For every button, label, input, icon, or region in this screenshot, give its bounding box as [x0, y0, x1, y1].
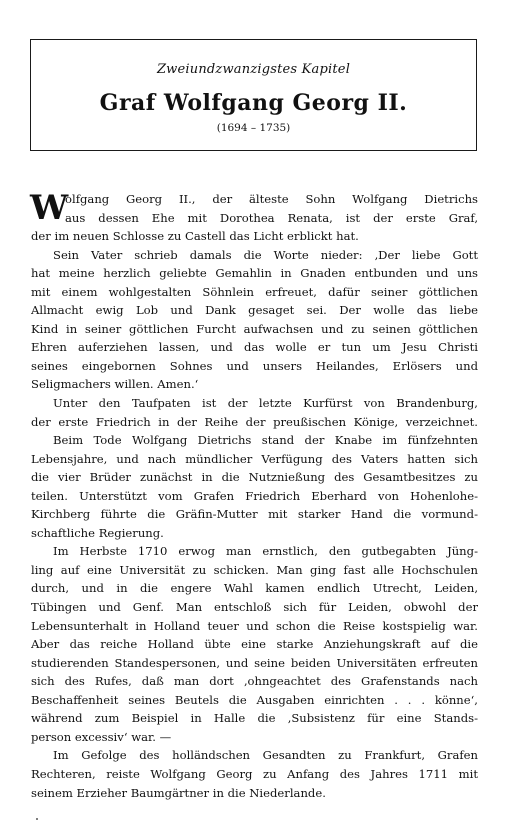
text-line: Rechteren, reiste Wolfgang Georg zu Anfang des Jahres 1711 mit	[31, 766, 478, 781]
life-years: (1694 – 1735)	[216, 122, 291, 134]
text-line: Sein Vater schrieb damals die Worte nieder: ‚Der liebe Gott	[53, 247, 478, 262]
text-line: person excessiv‘ war. —	[31, 729, 172, 744]
text-line: Lebensunterhalt in Holland teuer und schon die Reise kostspielig war.	[31, 618, 478, 633]
text-line: Aber das reiche Holland übte eine starke Anziehungskraft auf die	[31, 637, 478, 652]
text-line: Lebensjahre, und nach mündlicher Verfügung des Vaters hatten sich	[31, 451, 478, 466]
text-line: seines eingebornen Sohnes und unsers Heilandes, Erlösers und	[31, 358, 478, 373]
text-line: Tübingen und Genf. Man entschloß sich für Leiden, obwohl der	[31, 600, 478, 615]
text-line: während zum Beispiel in Halle die ‚Subsistenz für eine Stands-	[31, 711, 478, 726]
text-line: der erste Friedrich in der Reihe der preußischen Könige, verzeichnet.	[31, 414, 478, 429]
text-line: Beim Tode Wolfgang Dietrichs stand der Knabe im fünfzehnten	[53, 433, 478, 448]
text-line: teilen. Unterstützt vom Grafen Friedrich Eberhard von Hohenlohe-	[31, 488, 478, 503]
text-line: seinem Erzieher Baumgärtner in die Niederlande.	[31, 785, 326, 800]
text-line: Unter den Taufpaten ist der letzte Kurfürst von Brandenburg,	[53, 396, 478, 411]
text-line: Im Herbste 1710 erwog man ernstlich, den gutbegabten Jüng-	[53, 544, 478, 559]
text-line: sich des Rufes, daß man dort ‚ohngeachtet des Grafenstands nach	[31, 674, 478, 689]
text-line: Allmacht ewig Lob und Dank gesaget sei. Der wolle das liebe	[31, 303, 478, 318]
text-line: Seligmachers willen. Amen.‘	[31, 377, 199, 392]
text-line: ling auf eine Universität zu schicken. Man ging fast alle Hochschulen	[31, 562, 478, 577]
body-text	[31, 190, 478, 802]
text-line: Kind in seiner göttlichen Furcht aufwachsen und zu seinen göttlichen	[31, 321, 478, 336]
chapter-title-box	[30, 39, 477, 151]
text-line: Im Gefolge des holländschen Gesandten zu Frankfurt, Grafen	[53, 748, 478, 763]
text-line: studierenden Standespersonen, und seine beiden Universitäten erfreuten	[31, 655, 478, 670]
text-line: aus dessen Ehe mit Dorothea Renata, ist der erste Graf,	[65, 210, 478, 225]
text-line: Ehren auferziehen lassen, und das wolle er tun um Jesu Christi	[31, 340, 478, 355]
text-line: der im neuen Schlosse zu Castell das Licht erblickt hat.	[31, 229, 359, 244]
text-line: schaftliche Regierung.	[31, 525, 164, 540]
text-line: Kirchberg führte die Gräfin-Mutter mit starker Hand die vormund-	[31, 507, 478, 522]
text-line: durch, und in die engere Wahl kamen endlich Utrecht, Leiden,	[31, 581, 478, 596]
text-line: olfgang Georg II., der älteste Sohn Wolfgang Dietrichs	[65, 192, 478, 206]
text-line: mit einem wohlgestalten Söhnlein erfreuet, dafür seiner göttlichen	[31, 284, 478, 299]
text-line: hat meine herzlich geliebte Gemahlin in Gnaden entbunden und uns	[31, 266, 478, 281]
drop-cap-letter: W	[30, 188, 69, 228]
text-line: Beschaffenheit seines Beutels die Ausgaben einrichten . . . könne‘,	[31, 692, 478, 707]
page-title: Graf Wolfgang Georg II.	[99, 90, 408, 116]
print-speck	[36, 818, 38, 820]
text-line: die vier Brüder zunächst in die Nutznießung des Gesamtbesitzes zu	[31, 470, 478, 485]
chapter-heading: Zweiundzwanzigstes Kapitel	[156, 62, 351, 77]
